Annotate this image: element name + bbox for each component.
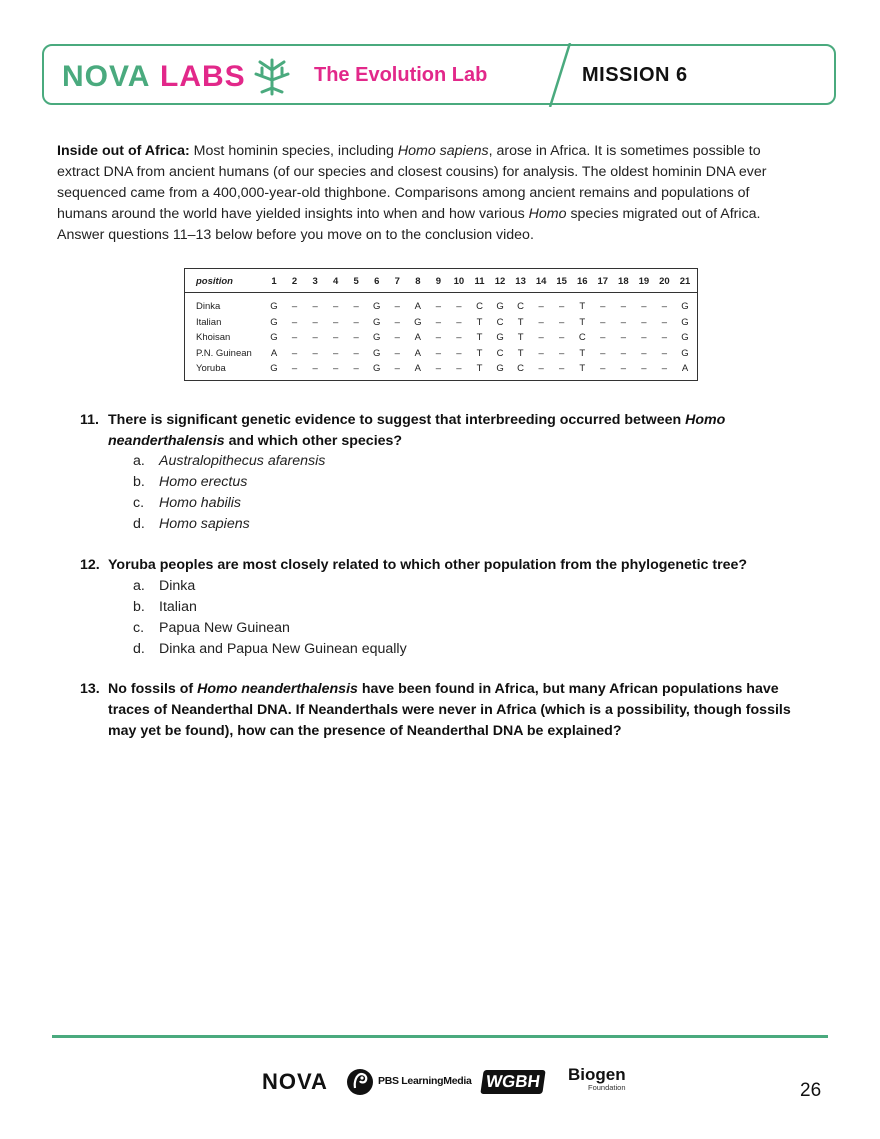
nucleotide-cell: T <box>579 316 586 328</box>
nucleotide-cell: – <box>538 363 544 374</box>
population-label: Yoruba <box>196 363 226 374</box>
nucleotide-cell: A <box>681 363 689 374</box>
nucleotide-cell: – <box>332 316 339 328</box>
intro-text: species migrated out of Africa. Answer questions 11–13 below before you move on to the conclusion video. <box>57 206 761 243</box>
nucleotide-cell: – <box>538 332 544 343</box>
nucleotide-cell: – <box>620 316 626 328</box>
option-letter: a. <box>133 578 145 594</box>
nucleotide-cell: T <box>476 316 483 328</box>
nucleotide-cell: – <box>353 332 359 343</box>
nucleotide-cell: – <box>332 363 339 374</box>
option-letter: a. <box>133 453 145 469</box>
nucleotide-cell: – <box>312 332 318 343</box>
nucleotide-cell: – <box>435 316 442 328</box>
question-number: 12. <box>80 557 100 573</box>
table-header-row <box>185 269 697 293</box>
nucleotide-cell: – <box>661 301 668 312</box>
nucleotide-cell: – <box>661 347 668 359</box>
nucleotide-cell: G <box>270 301 278 312</box>
option-text: Homo erectus <box>159 474 248 490</box>
nucleotide-cell: G <box>373 332 381 343</box>
position-header-cell: 20 <box>659 276 670 287</box>
position-header-cell: 17 <box>597 276 609 287</box>
lab-title: The Evolution Lab <box>314 64 488 86</box>
nucleotide-cell: – <box>312 301 318 312</box>
nucleotide-cell: – <box>559 332 565 343</box>
nucleotide-cell: T <box>517 347 524 359</box>
nucleotide-cell: G <box>373 363 381 374</box>
position-label: position <box>196 276 233 287</box>
nucleotide-cell: – <box>291 301 298 312</box>
option-letter: c. <box>133 495 145 511</box>
nucleotide-cell: – <box>600 332 606 343</box>
population-label: P.N. Guinean <box>196 347 252 359</box>
position-header-cell: 4 <box>332 276 339 287</box>
position-header-cell: 2 <box>291 276 298 287</box>
nucleotide-cell: A <box>270 347 278 359</box>
position-header-cell: 14 <box>535 276 547 287</box>
mission-label: MISSION 6 <box>582 64 688 86</box>
position-header-cell: 18 <box>618 276 629 287</box>
nucleotide-cell: – <box>641 301 647 312</box>
nucleotide-cell: A <box>414 363 422 374</box>
nucleotide-cell: G <box>681 316 689 328</box>
labs-logo-text: LABS <box>160 60 246 93</box>
pbs-head-icon <box>346 1068 374 1096</box>
option-letter: b. <box>133 474 145 490</box>
nucleotide-cell: – <box>600 316 606 328</box>
option-text: Dinka <box>159 578 196 594</box>
option-text: Homo habilis <box>159 495 242 511</box>
position-header-cell: 15 <box>556 276 567 287</box>
intro-genus: Homo <box>528 206 567 222</box>
position-header-cell: 8 <box>415 276 421 287</box>
nucleotide-cell: C <box>496 316 504 328</box>
position-header-cell: 21 <box>679 276 691 287</box>
nucleotide-cell: – <box>332 332 339 343</box>
nucleotide-cell: – <box>312 347 318 359</box>
position-header-cell: 16 <box>576 276 588 287</box>
nucleotide-cell: G <box>270 316 278 328</box>
nucleotide-cell: – <box>620 363 626 374</box>
nucleotide-cell: – <box>456 301 462 312</box>
nucleotide-cell: – <box>538 301 544 312</box>
nucleotide-cell: G <box>681 332 689 343</box>
population-label: Dinka <box>196 301 221 312</box>
nucleotide-cell: – <box>600 347 606 359</box>
intro-heading: Inside out of Africa: <box>57 143 190 159</box>
nucleotide-cell: T <box>579 301 586 312</box>
option-text: Australopithecus afarensis <box>159 453 326 469</box>
nucleotide-cell: – <box>435 347 442 359</box>
nucleotide-cell: C <box>496 347 504 359</box>
nucleotide-cell: T <box>517 332 524 343</box>
question-text <box>108 410 798 452</box>
nucleotide-cell: – <box>641 316 647 328</box>
pbs-learningmedia-logo: PBS LearningMedia <box>378 1075 472 1087</box>
nucleotide-cell: C <box>476 301 483 312</box>
population-label: Khoisan <box>196 332 231 343</box>
question-text <box>108 679 798 742</box>
dna-sequence-table <box>184 268 698 381</box>
nucleotide-cell: – <box>394 316 400 328</box>
nucleotide-cell: – <box>332 301 339 312</box>
nucleotide-cell: T <box>579 363 586 374</box>
nucleotide-cell: – <box>456 363 462 374</box>
intro-paragraph <box>57 141 797 246</box>
nucleotide-cell: – <box>538 316 544 328</box>
nucleotide-cell: – <box>394 332 400 343</box>
nucleotide-cell: A <box>414 347 422 359</box>
nucleotide-cell: – <box>559 301 565 312</box>
nova-logo-text: NOVA <box>62 60 151 93</box>
nucleotide-cell: A <box>414 301 422 312</box>
option-text: Dinka and Papua New Guinean equally <box>159 641 407 657</box>
nucleotide-cell: – <box>353 363 359 374</box>
option-text: Homo sapiens <box>159 516 250 532</box>
nucleotide-cell: – <box>394 347 400 359</box>
nucleotide-cell: – <box>291 316 298 328</box>
question-text-part: There is significant genetic evidence to suggest that interbreeding occurred between <box>108 412 686 428</box>
question-number: 11. <box>80 412 99 428</box>
nucleotide-cell: – <box>435 332 442 343</box>
option-letter: c. <box>133 620 145 636</box>
nucleotide-cell: C <box>517 301 525 312</box>
biogen-name: Biogen <box>568 1065 626 1084</box>
nucleotide-cell: G <box>270 332 278 343</box>
nucleotide-cell: T <box>476 332 483 343</box>
nucleotide-cell: – <box>538 347 544 359</box>
nucleotide-cell: – <box>661 332 668 343</box>
nucleotide-cell: – <box>332 347 339 359</box>
option-letter: d. <box>133 641 145 657</box>
nucleotide-cell: – <box>600 301 606 312</box>
position-header-cell: 13 <box>515 276 526 287</box>
nucleotide-cell: G <box>270 363 278 374</box>
tree-icon <box>252 56 292 96</box>
option-text: Italian <box>159 599 197 615</box>
nucleotide-cell: – <box>435 301 442 312</box>
nucleotide-cell: – <box>620 301 626 312</box>
nucleotide-cell: – <box>620 332 626 343</box>
nucleotide-cell: – <box>661 316 668 328</box>
position-header-cell: 11 <box>474 276 485 287</box>
position-header-cell: 9 <box>435 276 442 287</box>
position-header-cell: 19 <box>638 276 650 287</box>
question-text: Yoruba peoples are most closely related to which other population from the phylogenetic tree? <box>108 557 748 573</box>
nucleotide-cell: T <box>476 347 483 359</box>
nucleotide-cell: – <box>353 301 359 312</box>
header-divider <box>544 43 574 107</box>
position-header-cell: 12 <box>494 276 506 287</box>
nucleotide-cell: T <box>517 316 524 328</box>
nucleotide-cell: – <box>559 347 565 359</box>
nucleotide-cell: – <box>291 332 298 343</box>
biogen-logo <box>568 1065 626 1092</box>
nucleotide-cell: G <box>681 347 689 359</box>
nucleotide-cell: – <box>641 363 647 374</box>
position-header-cell: 5 <box>353 276 359 287</box>
option-letter: d. <box>133 516 145 532</box>
nucleotide-cell: – <box>641 347 647 359</box>
header-banner <box>42 44 836 105</box>
nucleotide-cell: – <box>559 316 565 328</box>
footer-rule <box>52 1035 828 1038</box>
position-header-cell: 7 <box>394 276 400 287</box>
question-number: 13. <box>80 681 100 697</box>
nucleotide-cell: – <box>559 363 565 374</box>
nucleotide-cell: C <box>517 363 525 374</box>
nucleotide-cell: – <box>456 347 462 359</box>
wgbh-logo: WGBH <box>480 1070 545 1094</box>
option-text: Papua New Guinean <box>159 620 290 636</box>
nucleotide-cell: G <box>681 301 689 312</box>
nucleotide-cell: G <box>496 363 504 374</box>
position-header-cell: 1 <box>271 276 277 287</box>
question-text-part: and which other species? <box>224 433 403 449</box>
nucleotide-cell: – <box>641 332 647 343</box>
nucleotide-cell: G <box>373 301 381 312</box>
nucleotide-cell: A <box>414 332 422 343</box>
nucleotide-cell: G <box>373 347 381 359</box>
intro-species: Homo sapiens <box>397 143 489 159</box>
nucleotide-cell: C <box>578 332 586 343</box>
nucleotide-cell: – <box>661 363 668 374</box>
nucleotide-cell: T <box>579 347 586 359</box>
nova-footer-logo: NOVA <box>262 1069 328 1094</box>
nucleotide-cell: – <box>456 332 462 343</box>
nucleotide-cell: – <box>394 301 400 312</box>
nucleotide-cell: – <box>394 363 400 374</box>
nucleotide-cell: – <box>291 347 298 359</box>
nucleotide-cell: – <box>435 363 442 374</box>
question-species: Homo neanderthalensis <box>197 681 358 697</box>
nucleotide-cell: – <box>312 363 318 374</box>
nucleotide-cell: G <box>414 316 422 328</box>
biogen-subtitle: Foundation <box>588 1083 626 1092</box>
intro-text: Most hominin species, including <box>189 143 398 159</box>
nucleotide-cell: – <box>456 316 462 328</box>
nucleotide-cell: – <box>291 363 298 374</box>
nucleotide-cell: T <box>476 363 483 374</box>
nucleotide-cell: – <box>312 316 318 328</box>
position-header-cell: 6 <box>374 276 380 287</box>
nucleotide-cell: G <box>496 332 504 343</box>
question-text-part: No fossils of <box>108 681 198 697</box>
question-species: Homo neanderthalensis <box>108 412 726 449</box>
page-number: 26 <box>800 1080 822 1101</box>
nucleotide-cell: – <box>353 316 359 328</box>
position-header-cell: 10 <box>453 276 465 287</box>
population-label: Italian <box>196 316 222 328</box>
option-letter: b. <box>133 599 145 615</box>
nucleotide-cell: G <box>373 316 381 328</box>
nucleotide-cell: – <box>353 347 359 359</box>
intro-text: , arose in Africa. It is sometimes possible to extract DNA from ancient humans (of our species and closest cousins) for analysis. The oldest hominin DNA ever sequenced came from a 400,000-year-old thighbone. Comparisons among ancient remains and populations of humans around the world have yielded insights into when and how various <box>57 143 767 222</box>
nucleotide-cell: – <box>620 347 626 359</box>
position-header-cell: 3 <box>312 276 318 287</box>
nucleotide-cell: – <box>600 363 606 374</box>
question-text-part: have been found in Africa, but many African populations have traces of Neanderthal DNA. If Neanderthals were never in Africa (which is a possibility, though fossils may yet be found), how can the presence of Neanderthal DNA be explained? <box>108 681 791 739</box>
nucleotide-cell: G <box>496 301 504 312</box>
